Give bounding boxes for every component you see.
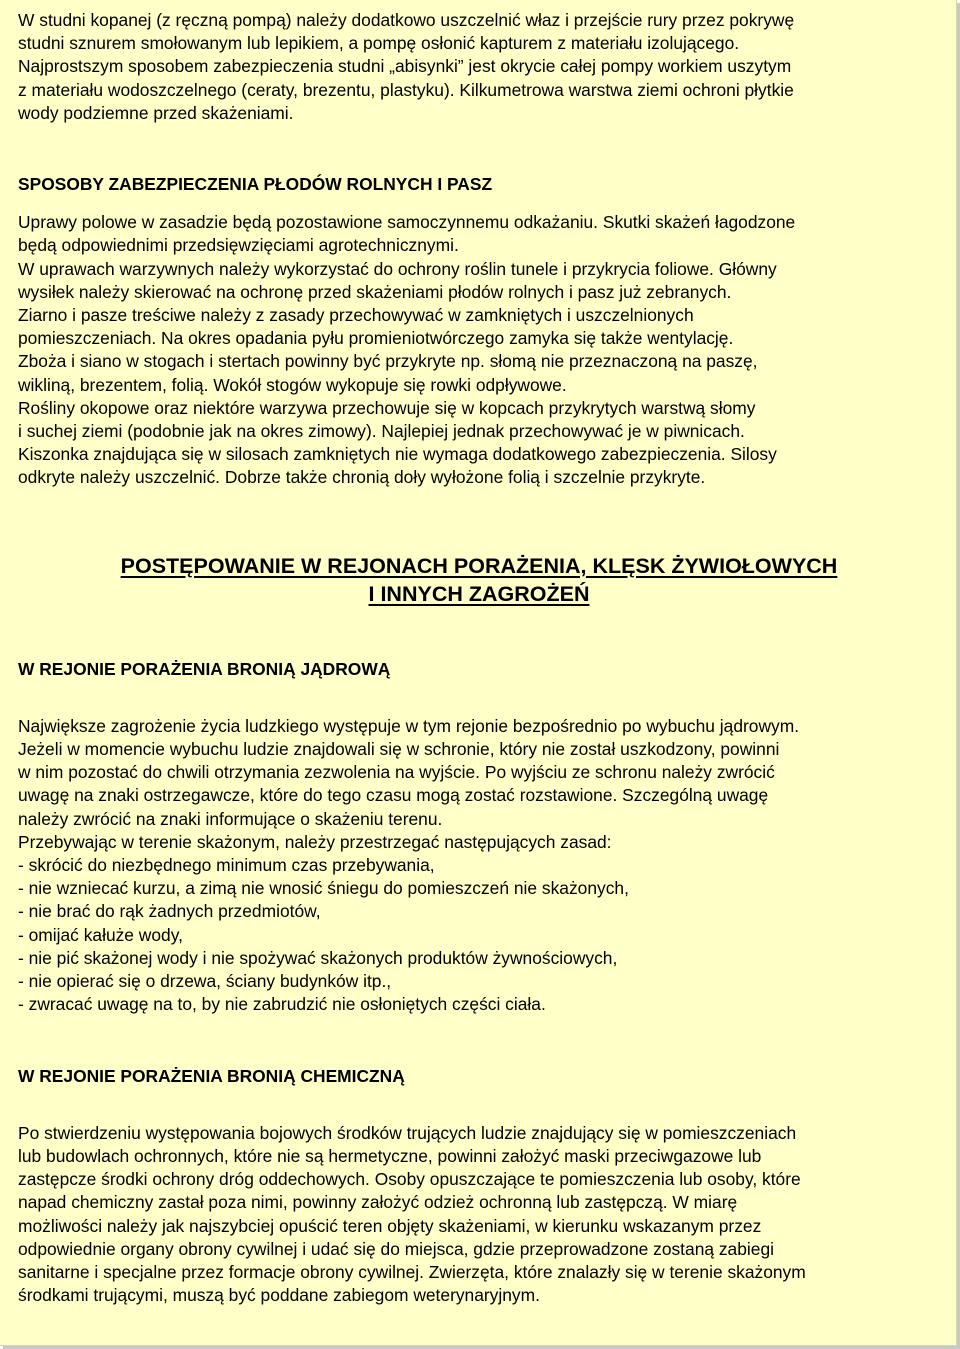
spacer xyxy=(18,490,940,552)
spacer xyxy=(18,1017,940,1065)
nuclear-section-heading: W REJONIE PORAŻENIA BRONIĄ JĄDROWĄ xyxy=(18,658,391,679)
text-line: będą odpowiednimi przedsięwzięciami agrotechnicznymi. xyxy=(18,235,459,256)
text-line: Po stwierdzeniu występowania bojowych środków trujących ludzie znajdujący się w pomieszczeniach xyxy=(18,1122,797,1143)
text-line: W uprawach warzywnych należy wykorzystać do ochrony roślin tunele i przykrycia foliowe. Główny xyxy=(18,258,777,279)
text-line: w nim pozostać do chwili otrzymania zezwolenia na wyjście. Po wyjściu ze schronu należy zwrócić xyxy=(18,762,775,783)
spacer xyxy=(18,1088,940,1122)
text-line: wikliną, brezentem, folią. Wokół stogów wykopuje się rowki odpływowe. xyxy=(18,374,567,395)
crops-section-body xyxy=(18,211,940,489)
spacer xyxy=(18,125,940,173)
text-line: możliwości należy jak najszybciej opuścić teren objęty skażeniami, w kierunku wskazanym przez xyxy=(18,1215,762,1236)
text-line: i suchej ziemi (podobnie jak na okres zimowy). Najlepiej jednak przechowywać je w piwnicach. xyxy=(18,421,745,442)
text-line: napad chemiczny zastał poza nimi, powinny założyć odzież ochronną lub zastępczą. W miarę xyxy=(18,1192,738,1213)
main-title-line-2: I INNYCH ZAGROŻEŃ xyxy=(368,581,590,606)
crops-section-heading: SPOSOBY ZABEZPIECZENIA PŁODÓW ROLNYCH I PASZ xyxy=(18,174,493,195)
spacer xyxy=(18,196,940,211)
text-line: zastępcze środki ochrony dróg oddechowych. Osoby opuszczające te pomieszczenia lub osoby, które xyxy=(18,1169,801,1190)
text-line: lub budowlach ochronnych, które nie są hermetyczne, powinni założyć maski przeciwgazowe lub xyxy=(18,1145,762,1166)
main-title xyxy=(18,552,940,608)
list-item: - nie pić skażonej wody i nie spożywać skażonych produktów żywnościowych, xyxy=(18,947,618,968)
list-item: - zwracać uwagę na to, by nie zabrudzić nie osłoniętych części ciała. xyxy=(18,994,546,1015)
list-item: - nie wzniecać kurzu, a zimą nie wnosić śniegu do pomieszczeń nie skażonych, xyxy=(18,878,629,899)
nuclear-section-body xyxy=(18,715,940,1017)
list-item: - skrócić do niezbędnego minimum czas przebywania, xyxy=(18,855,435,876)
intro-paragraph xyxy=(18,9,940,125)
text-line: Przebywając w terenie skażonym, należy przestrzegać następujących zasad: xyxy=(18,831,612,852)
text-line: sanitarne i specjalne przez formacje obrony cywilnej. Zwierzęta, które znalazły się w terenie skażonym xyxy=(18,1261,806,1282)
list-item: - nie opierać się o drzewa, ściany budynków itp., xyxy=(18,971,392,992)
text-line: z materiału wodoszczelnego (ceraty, brezentu, plastyku). Kilkumetrowa warstwa ziemi ochroni płytkie xyxy=(18,79,794,100)
text-line: uwagę na znaki ostrzegawcze, które do tego czasu mogą zostać rozstawione. Szczególną uwagę xyxy=(18,785,769,806)
text-line: studni sznurem smołowanym lub lepikiem, a pompę osłonić kapturem z materiału izolującego. xyxy=(18,33,740,54)
text-line: Jeżeli w momencie wybuchu ludzie znajdowali się w schronie, który nie został uszkodzony, powinni xyxy=(18,739,780,760)
chemical-section-body xyxy=(18,1122,940,1308)
list-item: - omijać kałuże wody, xyxy=(18,924,183,945)
text-line: Uprawy polowe w zasadzie będą pozostawione samoczynnemu odkażaniu. Skutki skażeń łagodzone xyxy=(18,212,796,233)
text-line: wody podziemne przed skażeniami. xyxy=(18,102,294,123)
text-line: Zboża i siano w stogach i stertach powinny być przykryte np. słomą nie przeznaczoną na paszę, xyxy=(18,351,758,372)
text-line: wysiłek należy skierować na ochronę przed skażeniami płodów rolnych i pasz już zebranych. xyxy=(18,281,732,302)
main-title-line-1: POSTĘPOWANIE W REJONACH PORAŻENIA, KLĘSK ŻYWIOŁOWYCH xyxy=(120,553,838,578)
document-content xyxy=(18,9,940,1307)
text-line: odpowiednie organy obrony cywilnej i udać się do miejsca, gdzie przeprowadzone zostaną zabiegi xyxy=(18,1238,774,1259)
text-line: odkryte należy uszczelnić. Dobrze także chronią doły wyłożone folią i szczelnie przykryte. xyxy=(18,467,706,488)
text-line: W studni kopanej (z ręczną pompą) należy dodatkowo uszczelnić właz i przejście rury przez pokrywę xyxy=(18,10,795,30)
text-line: Rośliny okopowe oraz niektóre warzywa przechowuje się w kopcach przykrytych warstwą słomy xyxy=(18,397,756,418)
text-line: Kiszonka znajdująca się w silosach zamkniętych nie wymaga dodatkowego zabezpieczenia. Silosy xyxy=(18,444,777,465)
spacer xyxy=(18,608,940,658)
chemical-section-heading: W REJONIE PORAŻENIA BRONIĄ CHEMICZNĄ xyxy=(18,1065,405,1086)
text-line: Największe zagrożenie życia ludzkiego występuje w tym rejonie bezpośrednio po wybuchu jądrowym. xyxy=(18,715,800,736)
text-line: środkami trującymi, muszą być poddane zabiegom weterynaryjnym. xyxy=(18,1285,540,1306)
list-item: - nie brać do rąk żadnych przedmiotów, xyxy=(18,901,321,922)
text-line: należy zwrócić na znaki informujące o skażeniu terenu. xyxy=(18,808,443,829)
text-line: pomieszczeniach. Na okres opadania pyłu promieniotwórczego zamyka się także wentylację. xyxy=(18,328,734,349)
spacer xyxy=(18,681,940,715)
text-line: Ziarno i pasze treściwe należy z zasady przechowywać w zamkniętych i uszczelnionych xyxy=(18,305,694,326)
text-line: Najprostszym sposobem zabezpieczenia studni „abisynki” jest okrycie całej pompy workiem uszytym xyxy=(18,56,792,77)
